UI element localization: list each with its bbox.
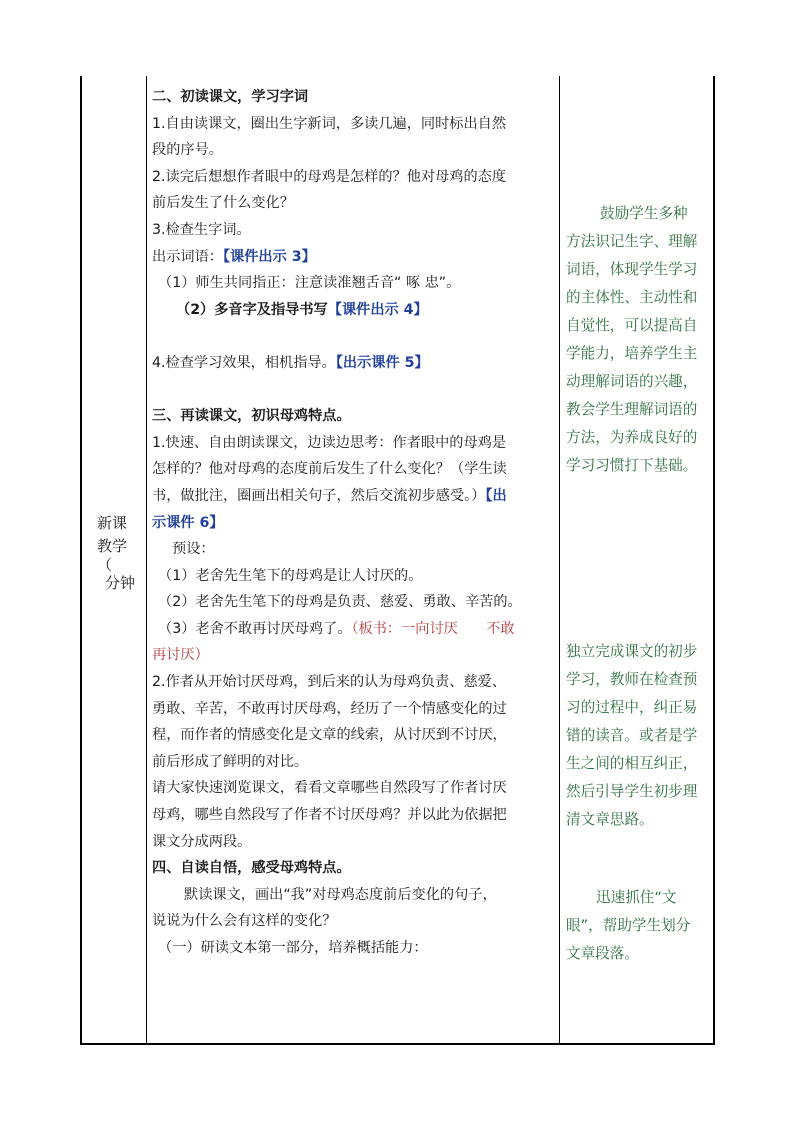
text-span: 书，做批注，圈画出相关句子，然后交流初步感受。）	[152, 487, 486, 504]
note-line: 习的过程中，纠正易	[566, 699, 698, 716]
note-line: 鼓励学生多种	[600, 205, 688, 222]
table-col-divider-1	[146, 76, 147, 1044]
note-line: 学能力，培养学生主	[566, 345, 698, 362]
text-line: （一）研读文本第一部分，培养概括能力：	[158, 940, 428, 956]
note-block	[566, 884, 690, 968]
text-line: 母鸡，哪些自然段写了作者不讨厌母鸡？并以此为依据把	[152, 807, 507, 824]
text-line: 勇敢、辛苦，不敢再讨厌母鸡，经历了一个情感变化的过	[152, 700, 507, 717]
teaching-content-cell	[152, 84, 562, 962]
note-block	[566, 200, 697, 480]
note-line: 独立完成课文的初步	[566, 643, 698, 660]
text-span: （2）多音字及指导书写	[176, 301, 328, 318]
section-label-cell	[97, 512, 141, 595]
text-line	[152, 297, 562, 324]
text-line: 怎样的？他对母鸡的态度前后发生了什么变化？（学生读	[152, 461, 507, 478]
note-line: 然后引导学生初步理	[566, 783, 698, 800]
note-line: 生之间的相互纠正，	[566, 755, 698, 772]
table-bottom-border	[80, 1043, 715, 1045]
note-line: 眼”，帮助学生划分	[566, 917, 691, 934]
text-line: 请大家快速浏览课文，看看文章哪些自然段写了作者讨厌	[152, 780, 507, 797]
courseware-tag: 【出	[485, 487, 507, 504]
section-heading: 三、再读课文，初识母鸡特点。	[152, 408, 351, 425]
text-line: 课文分成两段。	[152, 833, 252, 850]
text-span: 出示词语：	[152, 248, 223, 265]
courseware-tag: 【课件出示 4】	[327, 301, 428, 318]
note-block	[566, 638, 697, 834]
courseware-tag: 【课件出示 3】	[222, 248, 316, 265]
blank-line	[152, 377, 562, 404]
text-line: （1）师生共同指正：注意读准翘舌音“ 啄 忠”。	[158, 275, 461, 292]
note-line: 自觉性，可以提高自	[566, 317, 698, 334]
note-line: 教会学生理解词语的	[566, 401, 698, 418]
note-line: 文章段落。	[566, 945, 639, 962]
text-line: 3.检查生字词。	[152, 221, 251, 238]
table-left-border	[80, 76, 82, 1044]
note-line: 迅速抓住“文	[596, 889, 677, 906]
note-line: 学习习惯打下基础。	[566, 457, 698, 474]
label-line: （	[97, 556, 113, 574]
courseware-tag: 示课件 6】	[152, 514, 224, 531]
text-line: 程，而作者的情感变化是文章的线索，从讨厌到不讨厌，	[152, 727, 507, 744]
note-line: 方法，为养成良好的	[566, 429, 698, 446]
table-right-border	[713, 76, 715, 1044]
label-line: 教学	[97, 537, 128, 555]
courseware-tag: 【出示课件 5】	[335, 354, 429, 371]
label-line: 分钟	[105, 574, 136, 592]
text-line: 段的序号。	[152, 142, 223, 159]
text-line	[152, 244, 562, 271]
text-span: （3）老舍不敢再讨厌母鸡了。	[158, 620, 352, 637]
text-line: 1.快速、自由朗读课文，边读边思考：作者眼中的母鸡是	[152, 434, 507, 451]
blank-line	[152, 323, 562, 350]
text-line: 2.作者从开始讨厌母鸡，到后来的认为母鸡负责、慈爱、	[152, 674, 507, 691]
note-line: 清文章思路。	[566, 811, 654, 828]
text-line: （2）老舍先生笔下的母鸡是负责、慈爱、勇敢、辛苦的。	[158, 594, 522, 611]
text-line: 前后形成了鲜明的对比。	[152, 753, 309, 770]
board-note: （板书：一向讨厌 不敢	[351, 620, 515, 637]
text-line: （1）老舍先生笔下的母鸡是让人讨厌的。	[158, 567, 423, 584]
text-line: 前后发生了什么变化？	[152, 195, 294, 212]
label-line: 新课	[97, 514, 128, 532]
text-span: 4.检查学习效果，相机指导。	[152, 354, 336, 371]
text-line	[152, 483, 562, 510]
board-note: 再讨厌）	[152, 647, 209, 664]
section-heading: 二、初读课文，学习字词	[152, 89, 309, 105]
section-heading: 四、自读自悟，感受母鸡特点。	[152, 860, 351, 877]
text-line	[152, 350, 562, 377]
note-line: 动理解词语的兴趣，	[566, 373, 698, 390]
text-line: 1.自由读课文，圈出生字新词，多读几遍，同时标出自然	[152, 115, 507, 132]
note-line: 的主体性、主动性和	[566, 289, 698, 306]
note-line: 错的读音。或者是学	[566, 727, 698, 744]
text-line: 2.读完后想想作者眼中的母鸡是怎样的？他对母鸡的态度	[152, 168, 507, 185]
text-line: 默读课文，画出“我”对母鸡态度前后变化的句子，	[184, 886, 497, 903]
note-line: 词语，体现学生学习	[566, 261, 698, 278]
text-line	[152, 616, 562, 643]
text-line: 说说为什么会有这样的变化？	[152, 913, 337, 930]
text-line: 预设：	[172, 541, 215, 558]
note-line: 学习，教师在检查预	[566, 671, 698, 688]
note-line: 方法识记生字、理解	[566, 233, 698, 250]
